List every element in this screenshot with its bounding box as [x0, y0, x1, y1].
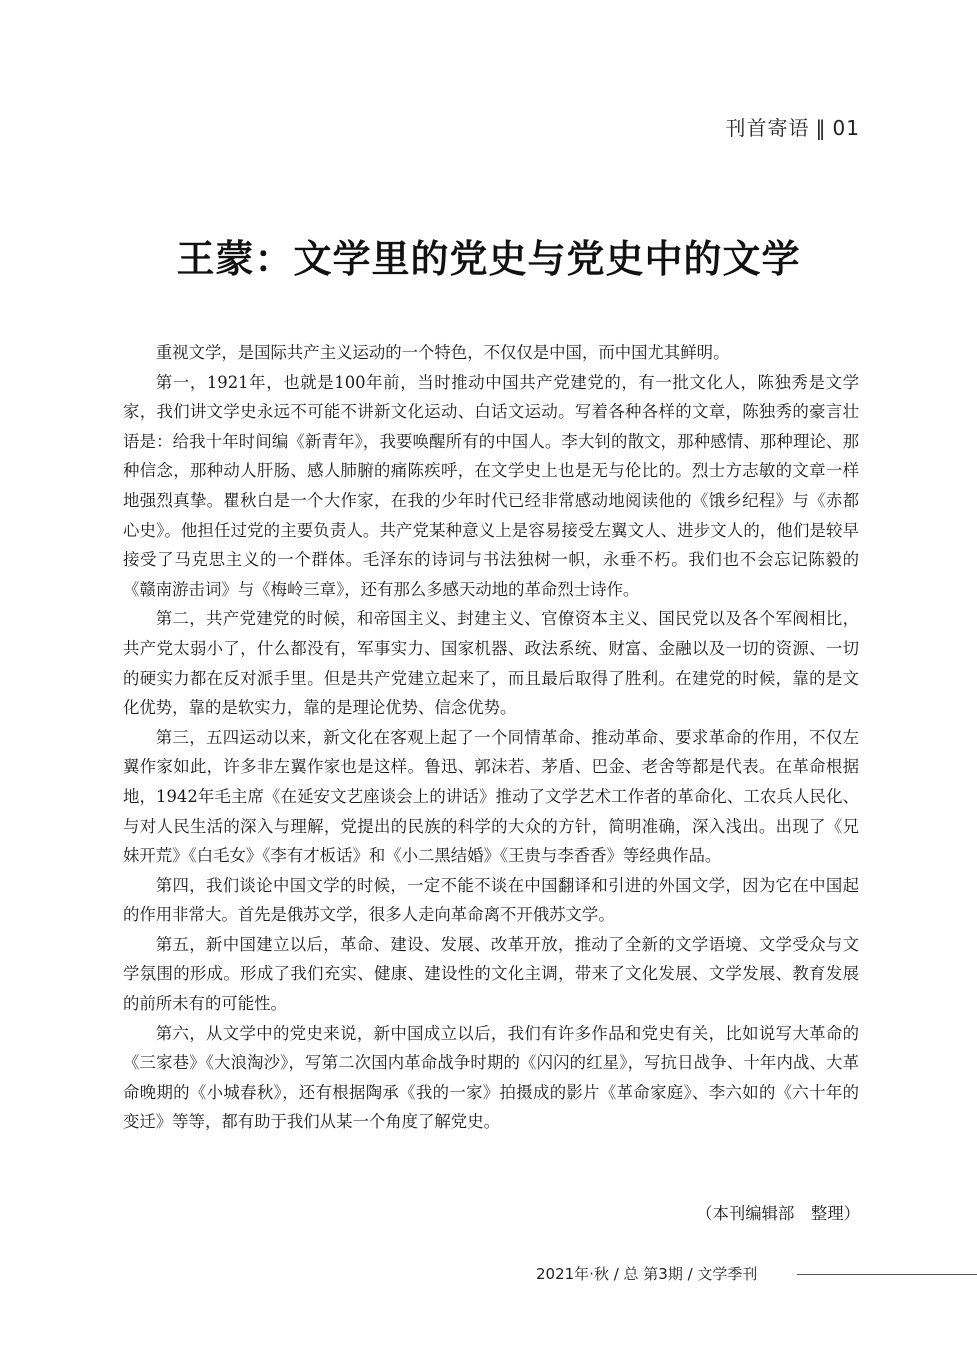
article-body — [123, 338, 859, 1137]
footer-rule — [797, 1274, 977, 1275]
header-separator: ‖ — [815, 116, 827, 140]
editor-signature: （本刊编辑部 整理） — [696, 1204, 860, 1223]
paragraph-sixth: 第六，从文学中的党史来说，新中国成立以后，我们有许多作品和党史有关，比如说写大革命的《三家巷》《大浪淘沙》，写第二次国内革命战争时期的《闪闪的红星》，写抗日战争、十年内战、大革命晚期的《小城春秋》，还有根据陶承《我的一家》拍摄成的影片《革命家庭》、李六如的《六十年的变迁》等等，都有助于我们从某一个角度了解党史。 — [123, 1023, 859, 1132]
issue-footer: 2021年·秋 / 总 第3期 / 文学季刊 — [536, 1265, 758, 1283]
running-header — [726, 112, 860, 141]
section-name: 刊首寄语 — [725, 116, 810, 140]
paragraph-fourth: 第四，我们谈论中国文学的时候，一定不能不谈在中国翻译和引进的外国文学，因为它在中国起的作用非常大。首先是俄苏文学，很多人走向革命离不开俄苏文学。 — [123, 875, 859, 925]
article-title: 王蒙：文学里的党史与党史中的文学 — [176, 236, 801, 281]
paragraph-intro: 重视文学，是国际共产主义运动的一个特色，不仅仅是中国，而中国尤其鲜明。 — [155, 343, 730, 362]
paragraph-fifth: 第五，新中国建立以后，革命、建设、发展、改革开放，推动了全新的文学语境、文学受众与文学氛围的形成。形成了我们充实、健康、建设性的文化主调，带来了文化发展、文学发展、教育发展的前所未有的可能性。 — [123, 934, 859, 1014]
page-number: 01 — [832, 116, 860, 140]
paragraph-first: 第一，1921年，也就是100年前，当时推动中国共产党建党的，有一批文化人，陈独秀是文学家，我们讲文学史永远不可能不讲新文化运动、白话文运动。写着各种各样的文章，陈独秀的豪言壮语是：给我十年时间编《新青年》，我要唤醒所有的中国人。李大钊的散文，那种感情、那种理论、那种信念，那种动人肝肠、感人肺腑的痛陈疾呼，在文学史上也是无与伦比的。烈士方志敏的文章一样地强烈真挚。瞿秋白是一个大作家，在我的少年时代已经非常感动地阅读他的《饿乡纪程》与《赤都心史》。他担任过党的主要负责人。共产党某种意义上是容易接受左翼文人、进步文人的，他们是较早接受了马克思主义的一个群体。毛泽东的诗词与书法独树一帜，永垂不朽。我们也不会忘记陈毅的《赣南游击词》与《梅岭三章》，还有那么多感天动地的革命烈士诗作。 — [123, 372, 859, 599]
paragraph-second: 第二，共产党建党的时候，和帝国主义、封建主义、官僚资本主义、国民党以及各个军阀相比，共产党太弱小了，什么都没有，军事实力、国家机器、政法系统、财富、金融以及一切的资源、一切的硬实力都在反对派手里。但是共产党建立起来了，而且最后取得了胜利。在建党的时候，靠的是文化优势，靠的是软实力，靠的是理论优势、信念优势。 — [123, 609, 859, 718]
paragraph-third: 第三，五四运动以来，新文化在客观上起了一个同情革命、推动革命、要求革命的作用，不仅左翼作家如此，许多非左翼作家也是这样。鲁迅、郭沫若、茅盾、巴金、老舍等都是代表。在革命根据地，1942年毛主席《在延安文艺座谈会上的讲话》推动了文学艺术工作者的革命化、工农兵人民化、与对人民生活的深入与理解，党提出的民族的科学的大众的方针，简明准确，深入浅出。出现了《兄妹开荒》《白毛女》《李有才板话》和《小二黑结婚》《王贵与李香香》等经典作品。 — [123, 727, 859, 866]
